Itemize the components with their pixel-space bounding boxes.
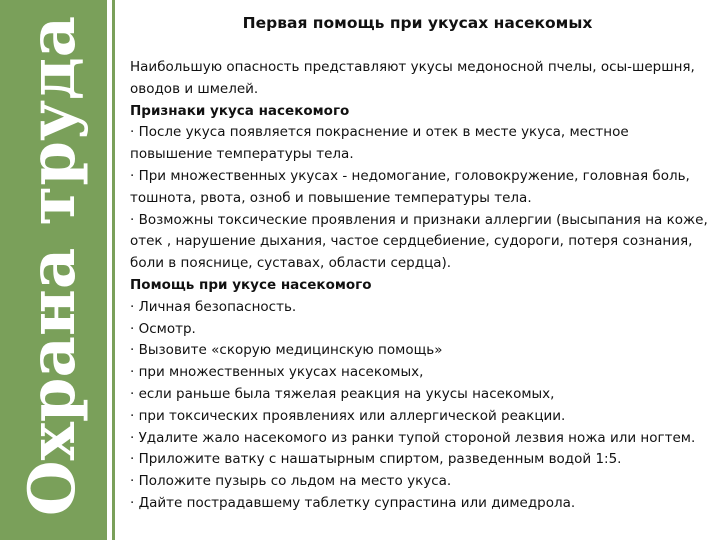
page-title: Первая помощь при укусах насекомых xyxy=(242,14,593,32)
sidebar-divider-line xyxy=(112,0,115,540)
signs-heading: Признаки укуса насекомого xyxy=(130,102,350,119)
sign-item: · Возможны токсические проявления и признаки аллергии (высыпания на коже, отек , нарушение дыхания, частое сердцебиение, судороги, потеря сознания, боли в пояснице, суставах, области сердца). xyxy=(130,211,708,272)
help-item: · при токсических проявлениях или аллергической реакции. xyxy=(130,407,566,424)
help-item: · если раньше была тяжелая реакция на укусы насекомых, xyxy=(130,385,555,402)
content-body xyxy=(130,57,712,515)
sign-item: · При множественных укусах - недомогание, головокружение, головная боль, тошнота, рвота, озноб и повышение температуры тела. xyxy=(130,167,690,206)
help-item: · при множественных укусах насекомых, xyxy=(130,364,424,381)
help-item: · Дайте пострадавшему таблетку супрастина или димедрола. xyxy=(130,494,576,511)
help-item: · Вызовите «скорую медицинскую помощь» xyxy=(130,342,443,359)
help-item: · Положите пузырь со льдом на место укуса. xyxy=(130,473,452,490)
help-item: · Удалите жало насекомого из ранки тупой стороной лезвия ножа или ногтем. xyxy=(130,429,696,446)
help-item: · Приложите ватку с нашатырным спиртом, разведенным водой 1:5. xyxy=(130,451,622,468)
intro-paragraph: Наибольшую опасность представляют укусы медоносной пчелы, осы-шершня, оводов и шмелей. xyxy=(130,59,695,97)
sign-item: · После укуса появляется покраснение и отек в месте укуса, местное повышение температуры тела. xyxy=(130,124,629,163)
help-heading: Помощь при укусе насекомого xyxy=(130,276,372,293)
help-item: · Осмотр. xyxy=(130,320,196,337)
sidebar-vertical-title: Охрана труда xyxy=(15,15,90,517)
help-item: · Личная безопасность. xyxy=(130,298,297,315)
